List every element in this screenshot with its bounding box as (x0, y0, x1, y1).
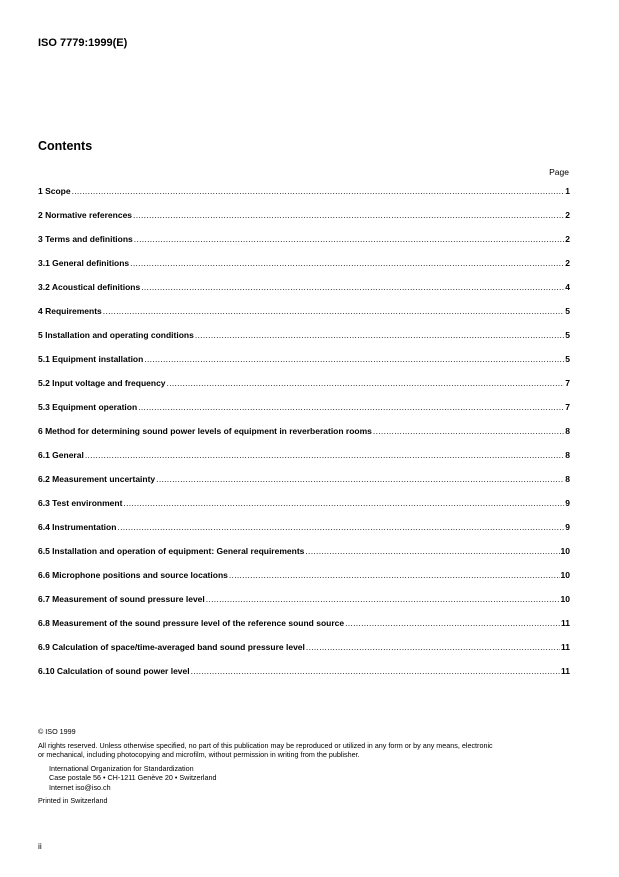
printed-in: Printed in Switzerland (38, 796, 108, 805)
toc-entry-title: 5 Installation and operating conditions (38, 330, 194, 340)
toc-dot-leader (206, 594, 560, 604)
toc-entry-title: 6.3 Test environment (38, 498, 123, 508)
toc-entry[interactable] (38, 450, 570, 474)
copyright-line: © ISO 1999 (38, 727, 76, 736)
toc-entry-title: 2 Normative references (38, 210, 133, 220)
toc-dot-leader (167, 378, 565, 388)
toc-entry-title: 6.2 Measurement uncertainty (38, 474, 156, 484)
toc-entry-page: 9 (565, 498, 570, 508)
toc-entry-page: 1 (565, 186, 570, 196)
toc-dot-leader (85, 450, 564, 460)
toc-entry[interactable] (38, 498, 570, 522)
toc-entry-title: 6.5 Installation and operation of equipment: General requirements (38, 546, 305, 556)
toc-entry-page: 9 (565, 522, 570, 532)
toc-entry-title: 5.2 Input voltage and frequency (38, 378, 166, 388)
toc-dot-leader (133, 210, 564, 220)
toc-dot-leader (144, 354, 564, 364)
toc-entry-page: 10 (560, 546, 570, 556)
copyright-block (38, 727, 578, 806)
toc-dot-leader (138, 402, 564, 412)
toc-dot-leader (195, 330, 564, 340)
toc-entry-page: 4 (565, 282, 570, 292)
toc-dot-leader (141, 282, 564, 292)
toc-entry[interactable] (38, 426, 570, 450)
toc-entry[interactable] (38, 618, 570, 642)
toc-entry-title: 3.1 General definitions (38, 258, 130, 268)
toc-dot-leader (345, 618, 560, 628)
toc-entry-page: 8 (565, 474, 570, 484)
toc-entry-page: 8 (565, 450, 570, 460)
toc-dot-leader (134, 234, 564, 244)
toc-entry[interactable] (38, 402, 570, 426)
toc-entry-title: 6.4 Instrumentation (38, 522, 117, 532)
toc-entry-page: 11 (561, 666, 570, 676)
toc-entry[interactable] (38, 330, 570, 354)
toc-entry-title: 5.1 Equipment installation (38, 354, 144, 364)
toc-entry[interactable] (38, 234, 570, 258)
toc-entry[interactable] (38, 186, 570, 210)
toc-entry-page: 11 (561, 618, 570, 628)
toc-entry-page: 2 (565, 210, 570, 220)
toc-entry-page: 10 (560, 594, 570, 604)
toc-dot-leader (130, 258, 564, 268)
toc-entry[interactable] (38, 474, 570, 498)
table-of-contents (38, 186, 570, 690)
toc-dot-leader (123, 498, 564, 508)
toc-entry-title: 6.8 Measurement of the sound pressure level of the reference sound source (38, 618, 345, 628)
toc-dot-leader (103, 306, 564, 316)
toc-entry[interactable] (38, 210, 570, 234)
toc-entry[interactable] (38, 258, 570, 282)
footer-page-number: ii (38, 841, 42, 851)
toc-entry[interactable] (38, 354, 570, 378)
toc-entry-title: 6.7 Measurement of sound pressure level (38, 594, 205, 604)
toc-entry[interactable] (38, 546, 570, 570)
toc-dot-leader (373, 426, 564, 436)
toc-entry-title: 3 Terms and definitions (38, 234, 133, 244)
toc-entry-title: 6.6 Microphone positions and source locations (38, 570, 228, 580)
rights-text-line-1: All rights reserved. Unless otherwise specified, no part of this publication may be reproduced or utilized in any form or by any means, electronic (38, 740, 493, 750)
toc-entry[interactable] (38, 282, 570, 306)
toc-entry[interactable] (38, 642, 570, 666)
toc-entry-page: 5 (565, 330, 570, 340)
toc-entry-title: 6.1 General (38, 450, 84, 460)
toc-dot-leader (72, 186, 565, 196)
toc-entry[interactable] (38, 378, 570, 402)
toc-entry-page: 8 (565, 426, 570, 436)
toc-entry-title: 1 Scope (38, 186, 71, 196)
toc-entry-title: 4 Requirements (38, 306, 102, 316)
toc-entry[interactable] (38, 594, 570, 618)
toc-entry-page: 7 (565, 402, 570, 412)
organization-address: Case postale 56 • CH-1211 Genève 20 • Switzerland (49, 773, 217, 782)
toc-dot-leader (191, 666, 560, 676)
toc-dot-leader (229, 570, 560, 580)
toc-dot-leader (117, 522, 564, 532)
toc-entry-page: 11 (561, 642, 570, 652)
toc-dot-leader (156, 474, 564, 484)
page-column-label: Page (549, 167, 569, 177)
toc-entry-page: 5 (565, 306, 570, 316)
toc-entry-title: 3.2 Acoustical definitions (38, 282, 141, 292)
toc-entry[interactable] (38, 306, 570, 330)
toc-entry-page: 5 (565, 354, 570, 364)
toc-entry[interactable] (38, 570, 570, 594)
rights-text-line-2: or mechanical, including photocopying and microfilm, without permission in writing from the publisher. (38, 750, 360, 759)
toc-entry-page: 2 (565, 258, 570, 268)
toc-entry-page: 2 (565, 234, 570, 244)
document-header-id: ISO 7779:1999(E) (38, 37, 128, 49)
organization-internet: Internet iso@iso.ch (49, 782, 111, 792)
toc-entry-title: 5.3 Equipment operation (38, 402, 138, 412)
toc-entry-page: 7 (565, 378, 570, 388)
toc-dot-leader (305, 546, 559, 556)
toc-dot-leader (306, 642, 560, 652)
toc-entry-page: 10 (560, 570, 570, 580)
toc-entry[interactable] (38, 666, 570, 690)
contents-heading: Contents (38, 139, 93, 153)
organization-name: International Organization for Standardization (49, 763, 194, 773)
toc-entry-title: 6.9 Calculation of space/time-averaged band sound pressure level (38, 642, 305, 652)
toc-entry-title: 6 Method for determining sound power levels of equipment in reverberation rooms (38, 426, 372, 436)
toc-entry[interactable] (38, 522, 570, 546)
toc-entry-title: 6.10 Calculation of sound power level (38, 666, 190, 676)
